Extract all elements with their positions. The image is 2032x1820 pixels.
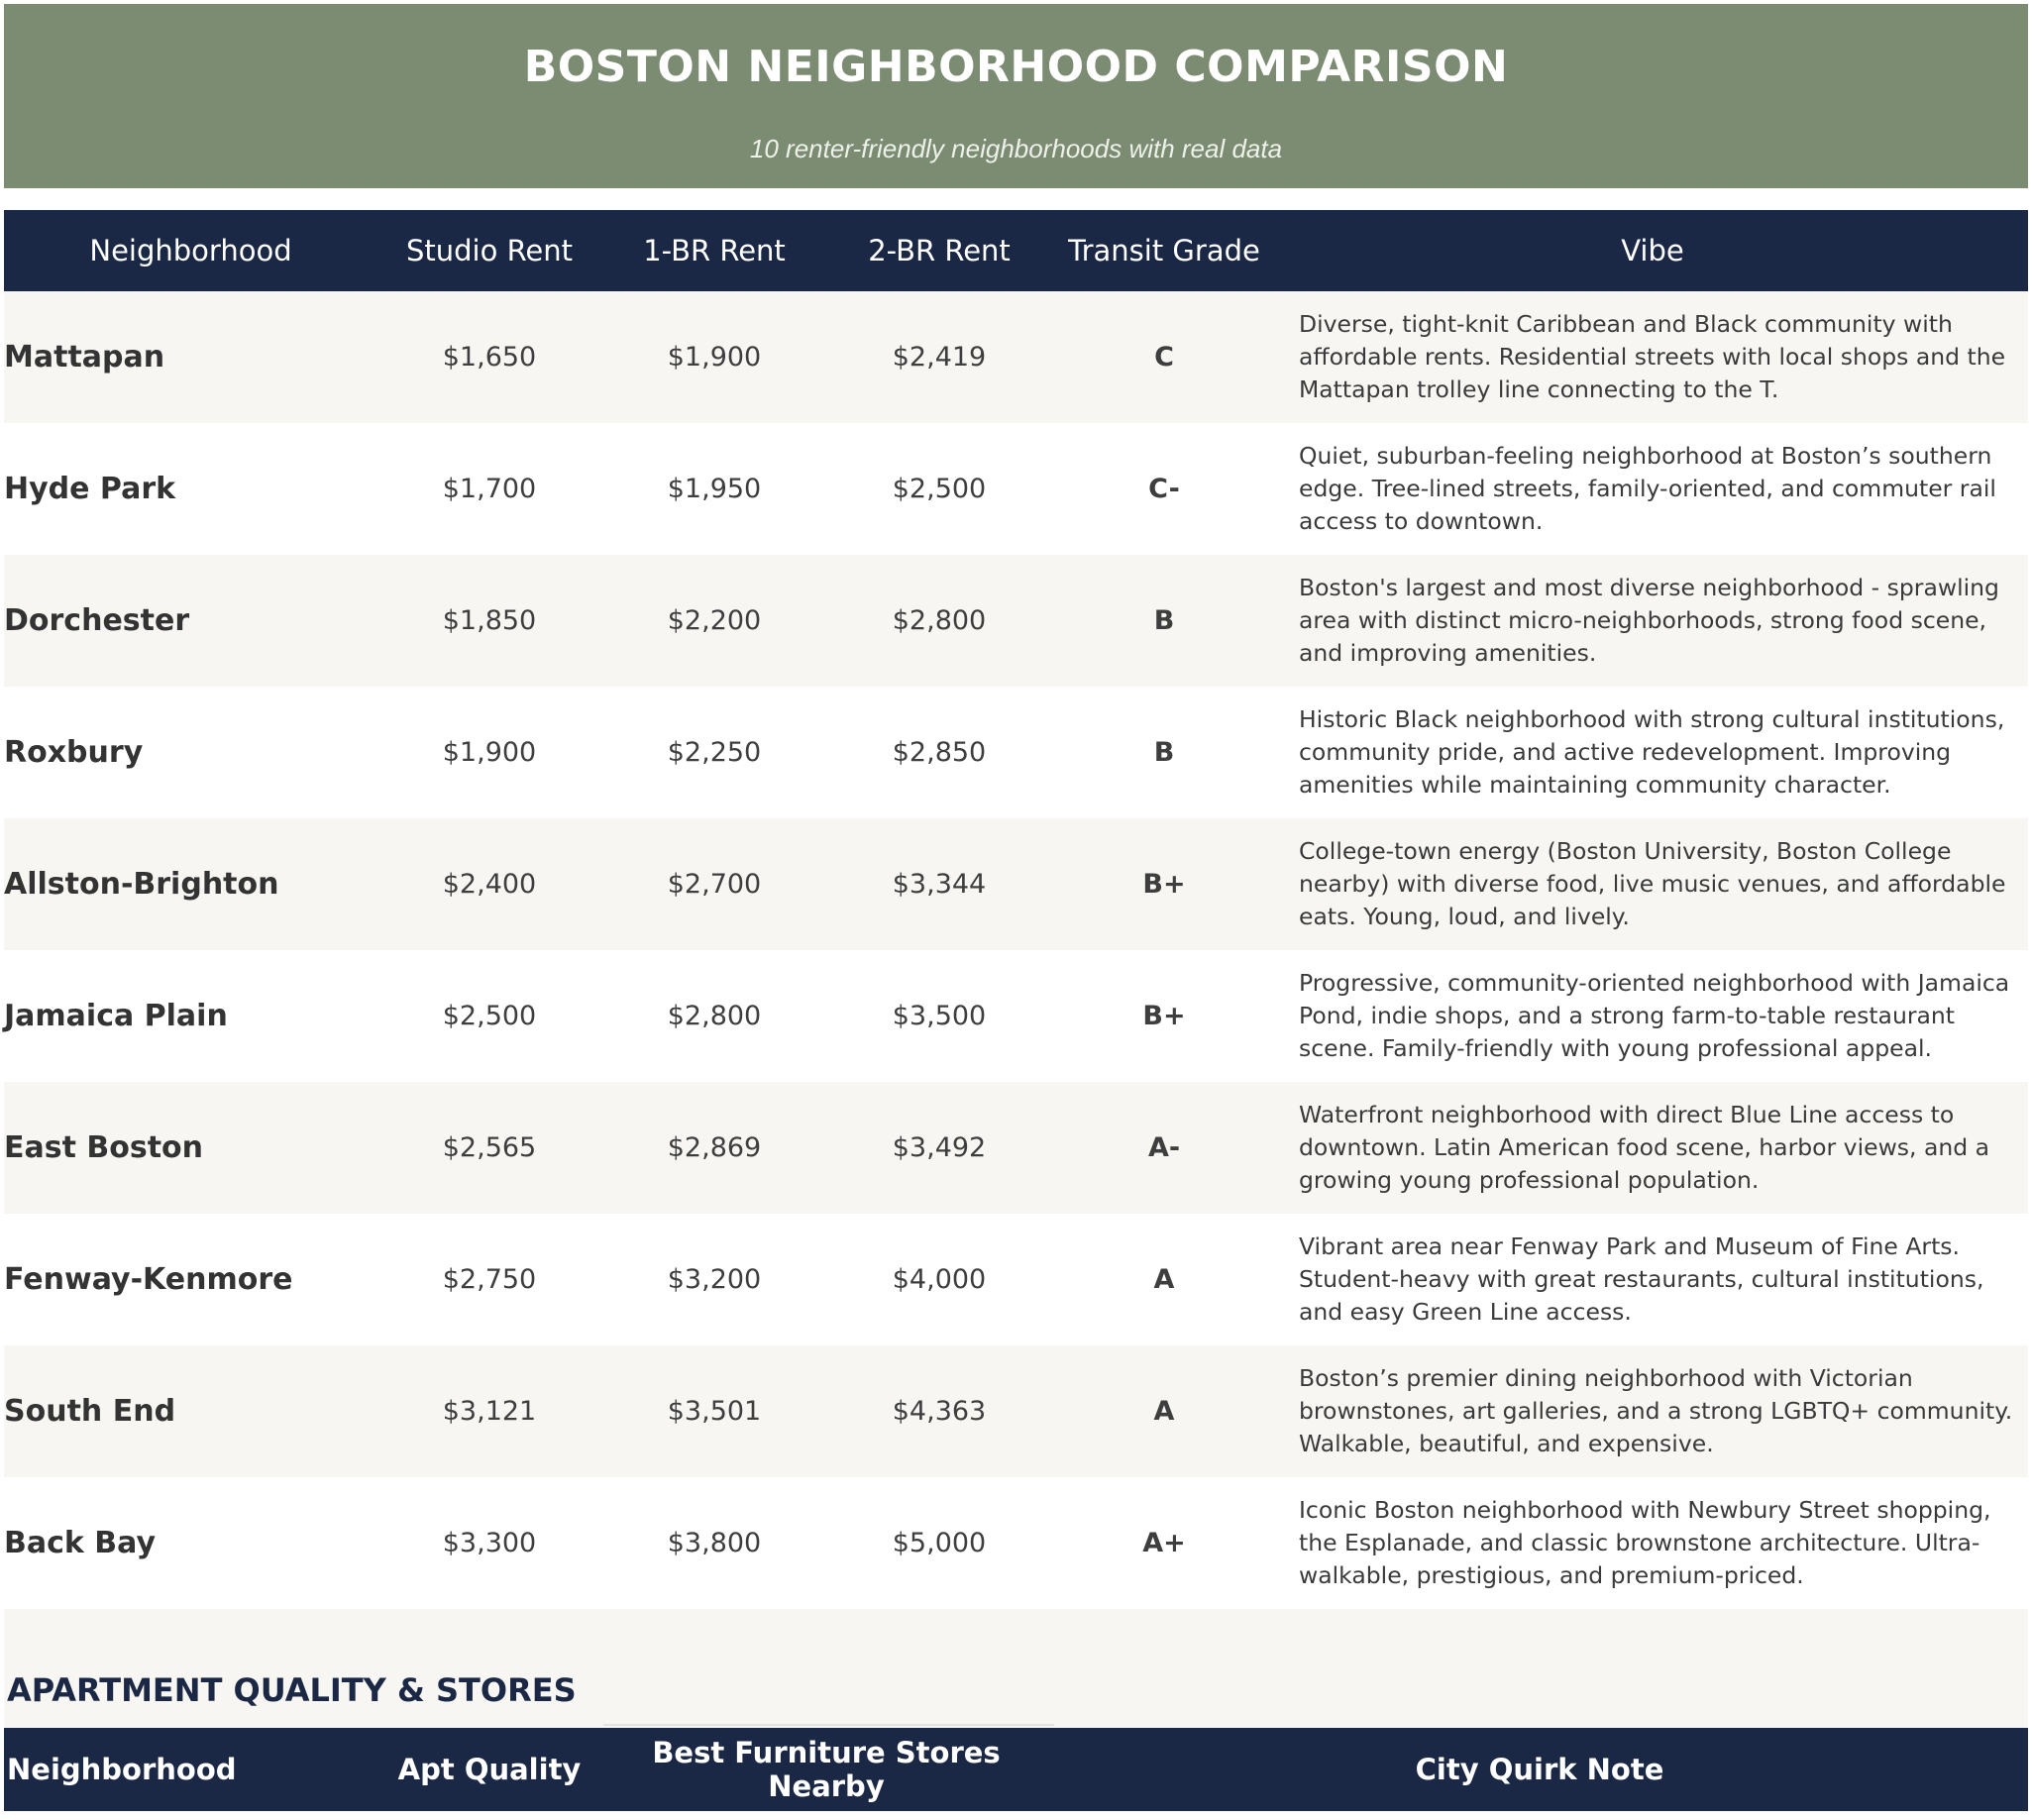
spacer [4,188,2028,210]
transit-grade-cell[interactable]: C [1154,342,1174,373]
one-br-rent-cell[interactable]: $2,250 [667,737,762,768]
one-br-rent-cell[interactable]: $3,800 [667,1528,762,1558]
transit-grade-cell[interactable]: A [1153,1396,1175,1427]
table-row [4,950,2028,1082]
neighborhood-cell[interactable]: Jamaica Plain [4,999,228,1033]
vibe-cell[interactable]: Progressive, community-oriented neighborhood with Jamaica Pond, indie shops, and a strong farm-to-table restaurant scene. Family-friendly with young professional appeal. [1299,969,2010,1062]
header-apt-quality[interactable]: Apt Quality [397,1753,582,1786]
two-br-rent-cell[interactable]: $3,492 [892,1132,987,1163]
header-neighborhood[interactable]: Neighborhood [7,1753,237,1786]
neighborhood-cell[interactable]: Roxbury [4,735,144,770]
two-br-rent-cell[interactable]: $2,800 [892,605,987,636]
table-row [4,1345,2028,1477]
transit-grade-cell[interactable]: B [1153,737,1175,768]
studio-rent-cell[interactable]: $3,300 [442,1528,537,1558]
header-studio-rent[interactable]: Studio Rent [405,234,574,268]
header-furniture-stores[interactable]: Best Furniture Stores Nearby [652,1736,1001,1803]
two-br-rent-cell[interactable]: $5,000 [892,1528,987,1558]
studio-rent-cell[interactable]: $2,400 [442,869,537,900]
two-br-rent-cell[interactable]: $2,500 [892,474,987,504]
two-br-rent-cell[interactable]: $2,419 [892,342,987,373]
studio-rent-cell[interactable]: $2,565 [442,1132,537,1163]
table-row [4,687,2028,818]
one-br-rent-cell[interactable]: $3,200 [667,1264,762,1295]
neighborhood-cell[interactable]: Back Bay [4,1526,157,1560]
vibe-cell[interactable]: Boston's largest and most diverse neighborhood - sprawling area with distinct micro-neighborhoods, strong food scene, and improving amenities. [1299,574,1999,667]
page-title: BOSTON NEIGHBORHOOD COMPARISON [523,42,1509,92]
table-row [4,1082,2028,1214]
vibe-cell[interactable]: Iconic Boston neighborhood with Newbury Street shopping, the Esplanade, and classic brownstone architecture. Ultra-walkable, prestigious, and premium-priced. [1299,1496,1991,1589]
studio-rent-cell[interactable]: $1,650 [442,342,537,373]
neighborhood-cell[interactable]: Fenway-Kenmore [4,1262,293,1297]
vibe-cell[interactable]: Vibrant area near Fenway Park and Museum of Fine Arts. Student-heavy with great restaurants, cultural institutions, and easy Green Line access. [1299,1232,1984,1326]
neighborhood-cell[interactable]: Hyde Park [4,472,176,506]
divider [603,1724,1054,1726]
table-row [4,291,2028,423]
comparison-header-row [4,210,2028,291]
one-br-rent-cell[interactable]: $2,700 [667,869,762,900]
two-br-rent-cell[interactable]: $2,850 [892,737,987,768]
transit-grade-cell[interactable]: A+ [1142,1528,1186,1558]
studio-rent-cell[interactable]: $2,750 [442,1264,537,1295]
neighborhood-cell[interactable]: Dorchester [4,603,190,638]
page-subtitle: 10 renter-friendly neighborhoods with real data [749,134,1283,163]
vibe-cell[interactable]: Boston’s premier dining neighborhood with Victorian brownstones, art galleries, and a strong LGBTQ+ community. Walkable, beautiful, and expensive. [1299,1364,2013,1457]
table-row [4,818,2028,950]
vibe-cell[interactable]: Quiet, suburban-feeling neighborhood at Boston’s southern edge. Tree-lined streets, family-oriented, and commuter rail access to downtown. [1299,442,1996,535]
table-row [4,1477,2028,1609]
studio-rent-cell[interactable]: $3,121 [442,1396,537,1427]
header-neighborhood[interactable]: Neighborhood [89,234,292,268]
vibe-cell[interactable]: Historic Black neighborhood with strong cultural institutions, community pride, and active redevelopment. Improving amenities while maintaining community character. [1299,705,2005,799]
quality-section [4,1609,2028,1728]
studio-rent-cell[interactable]: $2,500 [442,1001,537,1031]
vibe-cell[interactable]: Waterfront neighborhood with direct Blue Line access to downtown. Latin American food scene, harbor views, and a growing young professional population. [1299,1101,1990,1194]
neighborhood-cell[interactable]: Mattapan [4,340,165,375]
transit-grade-cell[interactable]: B+ [1142,869,1186,900]
spreadsheet [4,4,2028,1811]
table-row [4,1214,2028,1345]
transit-grade-cell[interactable]: C- [1148,474,1180,504]
two-br-rent-cell[interactable]: $4,000 [892,1264,987,1295]
one-br-rent-cell[interactable]: $3,501 [667,1396,762,1427]
title-banner [4,4,2028,188]
header-1br-rent[interactable]: 1-BR Rent [643,234,786,268]
transit-grade-cell[interactable]: A- [1147,1132,1181,1163]
neighborhood-cell[interactable]: East Boston [4,1130,204,1165]
transit-grade-cell[interactable]: B [1153,605,1175,636]
header-2br-rent[interactable]: 2-BR Rent [868,234,1011,268]
header-city-quirk-note[interactable]: City Quirk Note [1415,1753,1664,1786]
table-row [4,555,2028,687]
two-br-rent-cell[interactable]: $4,363 [892,1396,987,1427]
vibe-cell[interactable]: Diverse, tight-knit Caribbean and Black community with affordable rents. Residential streets with local shops and the Mattapan trolley line connecting to the T. [1299,310,2006,403]
studio-rent-cell[interactable]: $1,850 [442,605,537,636]
two-br-rent-cell[interactable]: $3,500 [892,1001,987,1031]
section-title: APARTMENT QUALITY & STORES [7,1671,577,1709]
one-br-rent-cell[interactable]: $2,800 [667,1001,762,1031]
two-br-rent-cell[interactable]: $3,344 [892,869,987,900]
studio-rent-cell[interactable]: $1,900 [442,737,537,768]
transit-grade-cell[interactable]: B+ [1142,1001,1186,1031]
quality-header-row [4,1728,2028,1811]
transit-grade-cell[interactable]: A [1153,1264,1175,1295]
vibe-cell[interactable]: College-town energy (Boston University, Boston College nearby) with diverse food, live music venues, and affordable eats. Young, loud, and lively. [1299,837,2006,930]
neighborhood-cell[interactable]: Allston-Brighton [4,867,279,902]
comparison-table-body [4,291,2028,1609]
header-transit-grade[interactable]: Transit Grade [1068,234,1260,268]
studio-rent-cell[interactable]: $1,700 [442,474,537,504]
table-row [4,423,2028,555]
one-br-rent-cell[interactable]: $2,869 [667,1132,762,1163]
neighborhood-cell[interactable]: South End [4,1394,176,1429]
one-br-rent-cell[interactable]: $1,900 [667,342,762,373]
header-vibe[interactable]: Vibe [1621,234,1684,268]
one-br-rent-cell[interactable]: $2,200 [667,605,762,636]
one-br-rent-cell[interactable]: $1,950 [667,474,762,504]
